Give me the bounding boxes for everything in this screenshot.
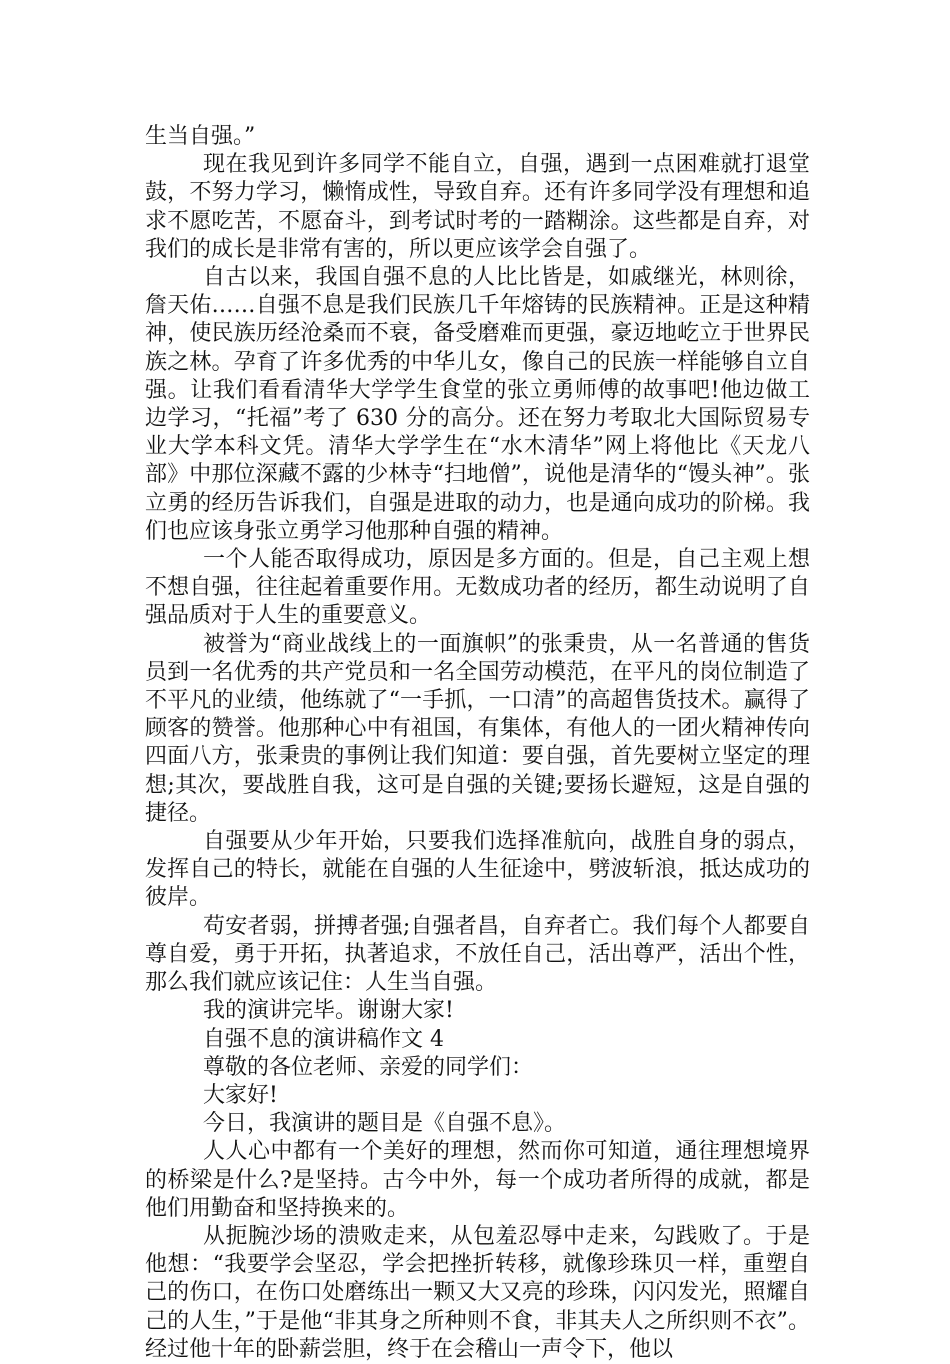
closing-line: 我的演讲完毕。谢谢大家! — [203, 998, 454, 1024]
paragraph: 生当自强。” — [145, 124, 256, 149]
paragraph: 苟安者弱，拼搏者强;自强者昌，自弃者亡。我们每个人都要自尊自爱，勇于开拓，执著追求，不放任自己，活出尊严，活出个性，那么我们就应该记住：人生当自强。 — [145, 913, 810, 996]
paragraph: 自古以来，我国自强不息的人比比皆是，如戚继光，林则徐，詹天佑……自强不息是我们民族几千年熔铸的民族精神。正是这种精神，使民族历经沧桑而不衰，备受磨难而更强，豪迈地屹立于世界民族之林。孕育了许多优秀的中华儿女，像自己的民族一样能够自立自强。让我们看看清华大学学生食堂的张立勇师傅的故事吧!他边做工边学习，“托福”考了 630 分的高分。还在努力考取北大国际贸易专业大学本科文凭。清华大学学生在“水木清华”网上将他比《天龙八部》中那位深藏不露的少林寺“扫地僧”，说他是清华的“馒头神”。张立勇的经历告诉我们，自强是进取的动力，也是通向成功的阶梯。我们也应该身张立勇学习他那种自强的精神。 — [145, 265, 810, 544]
greeting: 大家好! — [203, 1082, 278, 1108]
topic-line: 今日，我演讲的题目是《自强不息》。 — [203, 1111, 567, 1137]
salutation: 尊敬的各位老师、亲爱的同学们： — [203, 1054, 534, 1080]
paragraph: 从扼腕沙场的溃败走来，从包羞忍辱中走来，勾践败了。于是他想：“我要学会坚忍，学会把挫折转移，就像珍珠贝一样，重塑自己的伤口，在伤口处磨练出一颗又大又亮的珍珠，闪闪发光，照耀自己的人生，”于是他“非其身之所种则不食，非其夫人之所织则不衣”。经过他十年的卧薪尝胆，终于在会稽山一声令下，他以 — [145, 1223, 810, 1362]
section-heading: 自强不息的演讲稿作文 4 — [203, 1026, 444, 1052]
paragraph: 自强要从少年开始，只要我们选择准航向，战胜自身的弱点，发挥自己的特长，就能在自强的人生征途中，劈波斩浪，抵达成功的彼岸。 — [145, 829, 810, 911]
paragraph: 被誉为“商业战线上的一面旗帜”的张秉贵，从一名普通的售货员到一名优秀的共产党员和一名全国劳动模范，在平凡的岗位制造了不平凡的业绩，他练就了“一手抓，一口清”的高超售货技术。赢得了顾客的赞誉。他那种心中有祖国，有集体，有他人的一团火精神传向四面八方，张秉贵的事例让我们知道：要自强，首先要树立坚定的理想;其次，要战胜自我，这可是自强的关键;要扬长避短，这是自强的捷径。 — [145, 631, 810, 826]
paragraph: 人人心中都有一个美好的理想，然而你可知道，通往理想境界的桥梁是什么?是坚持。古今中外，每一个成功者所得的成就，都是他们用勤奋和坚持换来的。 — [145, 1139, 810, 1221]
paragraph: 现在我见到许多同学不能自立，自强，遇到一点困难就打退堂鼓，不努力学习，懒惰成性，导致自弃。还有许多同学没有理想和追求不愿吃苦，不愿奋斗，到考试时考的一踏糊涂。这些都是自弃，对我们的成长是非常有害的，所以更应该学会自强了。 — [145, 152, 810, 262]
document-body — [145, 123, 810, 1364]
paragraph: 一个人能否取得成功，原因是多方面的。但是，自己主观上想不想自强，往往起着重要作用。无数成功者的经历，都生动说明了自强品质对于人生的重要意义。 — [145, 547, 810, 629]
